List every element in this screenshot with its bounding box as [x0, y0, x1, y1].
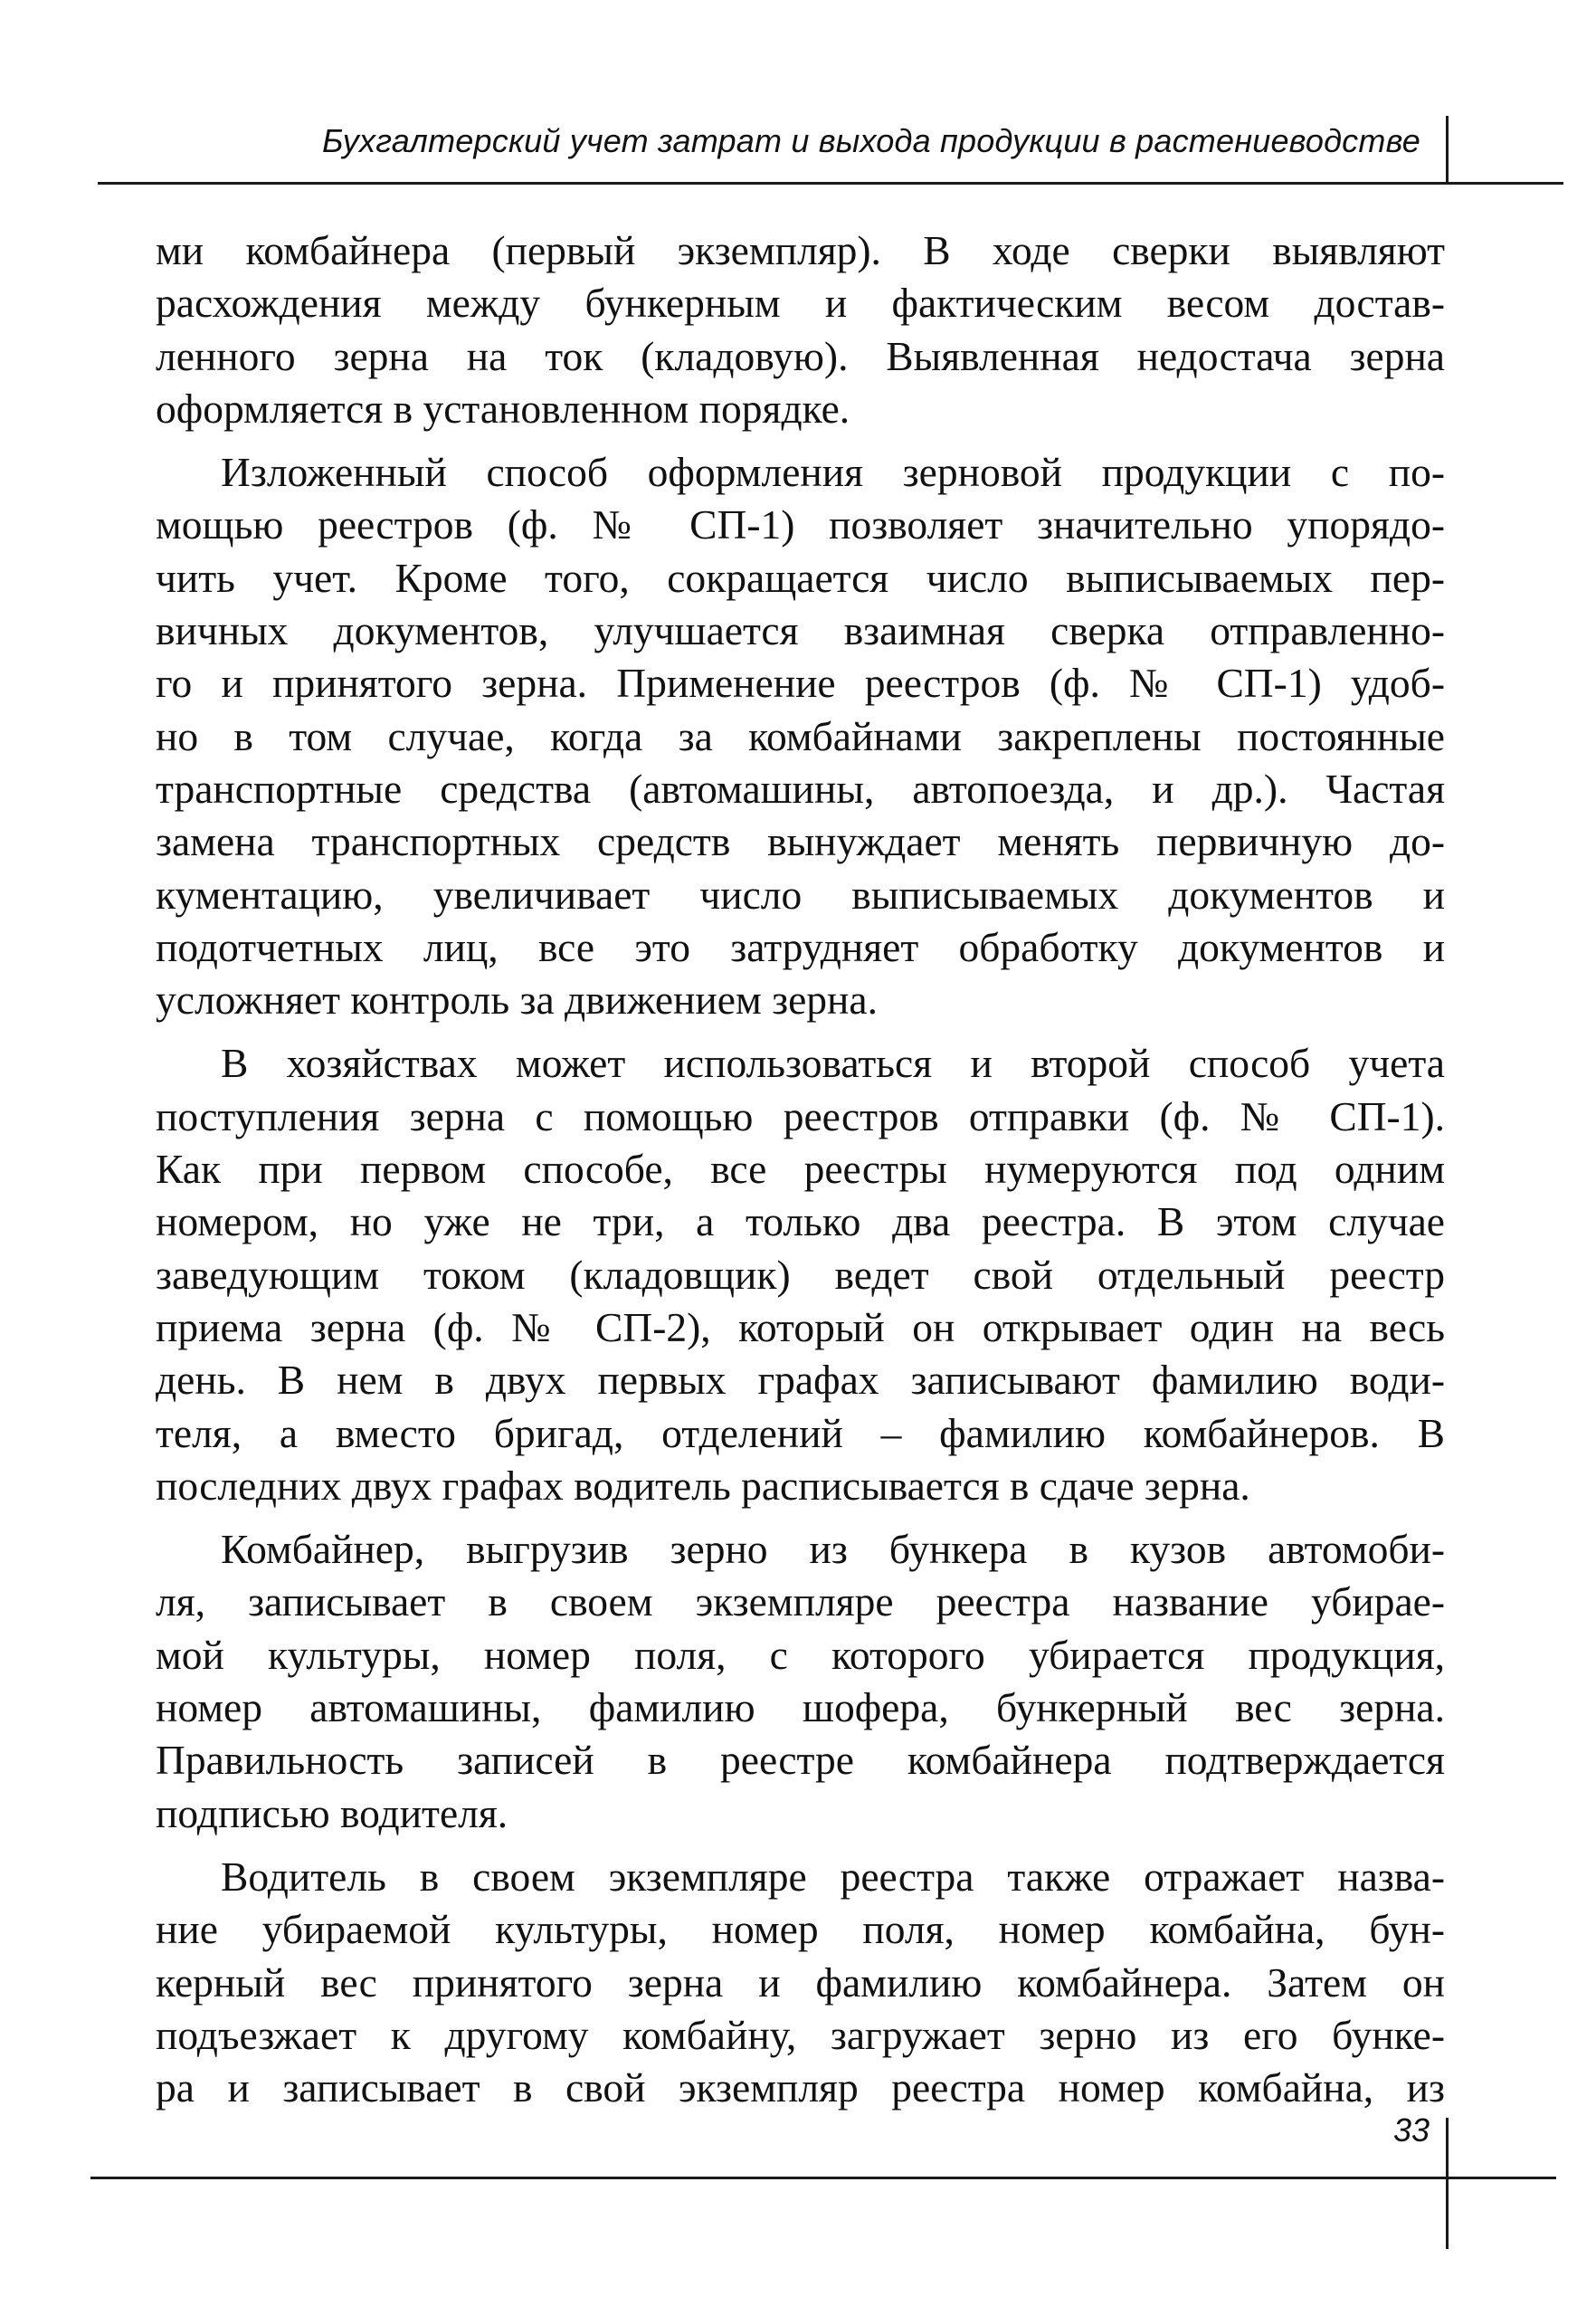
text-line: ра и записывает в свой экземпляр реестра номер комбайна, из: [156, 2064, 1445, 2111]
header-rule: [98, 182, 1563, 185]
text-line: кументацию, увеличивает число выписываемых документов и: [156, 871, 1445, 918]
header-vertical-rule: [1446, 116, 1449, 183]
paragraph-2: [156, 446, 1445, 1026]
text-line: транспортные средства (автомашины, автопоезда, и др.). Частая: [156, 765, 1445, 812]
text-line: последних двух графах водитель расписывается в сдаче зерна.: [156, 1462, 1250, 1509]
paragraph-1: [156, 224, 1445, 435]
text-line: го и принятого зерна. Применение реестров (ф. № СП-1) удоб-: [156, 660, 1445, 707]
text-line: Комбайнер, выгрузив зерно из бункера в кузов автомоби-: [221, 1526, 1445, 1573]
text-line: замена транспортных средств вынуждает менять первичную до-: [156, 818, 1445, 865]
text-line: мой культуры, номер поля, с которого убирается продукция,: [156, 1631, 1445, 1678]
text-line: подотчетных лиц, все это затрудняет обработку документов и: [156, 923, 1445, 970]
text-line: чить учет. Кроме того, сокращается число выписываемых пер-: [156, 554, 1445, 601]
text-line: ние убираемой культуры, номер поля, номер комбайна, бун-: [156, 1906, 1445, 1953]
text-line: теля, а вместо бригад, отделений – фамилию комбайнеров. В: [156, 1409, 1445, 1456]
footer-rule: [90, 2177, 1556, 2179]
text-line: Изложенный способ оформления зерновой продукции с по-: [221, 449, 1445, 496]
page-number: 33: [1392, 2111, 1430, 2149]
running-header: Бухгалтерский учет затрат и выхода продукции в растениеводстве: [321, 122, 1420, 159]
text-line: мощью реестров (ф. № СП-1) позволяет значительно упорядо-: [156, 501, 1445, 548]
text-line: керный вес принятого зерна и фамилию комбайнера. Затем он: [156, 1958, 1445, 2006]
footer-vertical-rule: [1446, 2118, 1449, 2249]
text-line: подписью водителя.: [156, 1789, 508, 1836]
text-line: оформляется в установленном порядке.: [156, 385, 850, 432]
paragraph-3: [156, 1037, 1445, 1512]
text-line: ля, записывает в своем экземпляре реестра название убирае-: [156, 1578, 1445, 1625]
text-line: Водитель в своем экземпляре реестра также отражает назва-: [221, 1853, 1445, 1900]
text-line: ленного зерна на ток (кладовую). Выявленная недостача зерна: [156, 332, 1445, 379]
text-line: Как при первом способе, все реестры нумеруются под одним: [156, 1146, 1445, 1193]
text-line: поступления зерна с помощью реестров отправки (ф. № СП-1).: [156, 1092, 1445, 1139]
text-line: номер автомашины, фамилию шофера, бункерный вес зерна.: [156, 1684, 1445, 1731]
text-line: заведующим током (кладовщик) ведет свой отдельный реестр: [156, 1251, 1445, 1298]
text-line: вичных документов, улучшается взаимная сверка отправленно-: [156, 607, 1445, 654]
paragraph-5: [156, 1851, 1445, 2114]
text-line: подъезжает к другому комбайну, загружает зерно из его бунке-: [156, 2011, 1445, 2058]
body-text: [156, 224, 1445, 2114]
text-line: но в том случае, когда за комбайнами закреплены постоянные: [156, 712, 1445, 759]
text-line: Правильность записей в реестре комбайнера подтверждается: [156, 1737, 1445, 1784]
paragraph-4: [156, 1523, 1445, 1840]
text-line: номером, но уже не три, а только два реестра. В этом случае: [156, 1198, 1445, 1245]
text-line: расхождения между бункерным и фактическим весом достав-: [156, 280, 1445, 327]
text-line: ми комбайнера (первый экземпляр). В ходе сверки выявляют: [156, 227, 1445, 273]
text-line: усложняет контроль за движением зерна.: [156, 977, 878, 1024]
text-line: В хозяйствах может использоваться и второй способ учета: [221, 1040, 1445, 1087]
text-line: приема зерна (ф. № СП-2), который он открывает один на весь: [156, 1303, 1445, 1350]
text-line: день. В нем в двух первых графах записывают фамилию води-: [156, 1357, 1445, 1404]
